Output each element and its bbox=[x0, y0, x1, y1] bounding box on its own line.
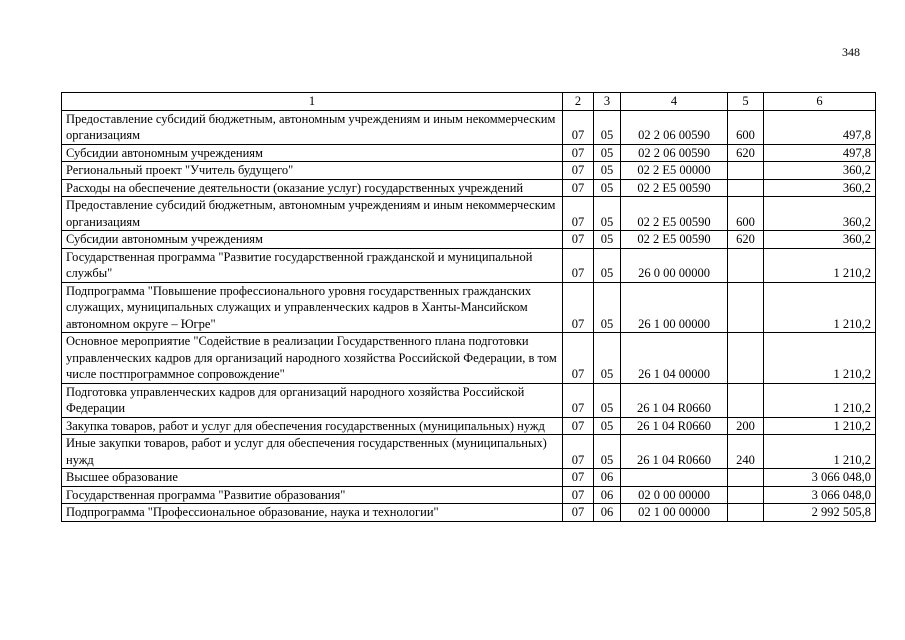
rz-code-cell: 07 bbox=[563, 333, 594, 384]
row-name-cell: Основное мероприятие "Содействие в реализации Государственного плана подготовки управленческих кадров для организаций народного хозяйства Российской Федерации, в том числе постпрограммное сопровождение" bbox=[62, 333, 563, 384]
pr-code-cell: 06 bbox=[594, 504, 621, 522]
target-article-cell: 02 2 E5 00000 bbox=[621, 162, 728, 180]
row-name-cell: Государственная программа "Развитие государственной гражданской и муниципальной службы" bbox=[62, 248, 563, 282]
pr-code-cell: 05 bbox=[594, 282, 621, 333]
row-name-cell: Субсидии автономным учреждениям bbox=[62, 231, 563, 249]
expense-type-cell bbox=[728, 333, 764, 384]
target-article-cell: 02 2 E5 00590 bbox=[621, 231, 728, 249]
expense-type-cell: 600 bbox=[728, 197, 764, 231]
expense-type-cell: 620 bbox=[728, 231, 764, 249]
row-name-cell: Подпрограмма "Повышение профессионального уровня государственных гражданских служащих, муниципальных служащих и управленческих кадров в Ханты-Мансийском автономном округе – Югре" bbox=[62, 282, 563, 333]
expense-type-cell bbox=[728, 469, 764, 487]
amount-cell: 2 992 505,8 bbox=[764, 504, 876, 522]
expense-type-cell bbox=[728, 383, 764, 417]
target-article-cell: 26 1 04 00000 bbox=[621, 333, 728, 384]
table-row bbox=[62, 469, 876, 487]
rz-code-cell: 07 bbox=[563, 417, 594, 435]
page-number: 348 bbox=[842, 45, 860, 59]
amount-cell: 1 210,2 bbox=[764, 248, 876, 282]
amount-cell: 3 066 048,0 bbox=[764, 486, 876, 504]
row-name-cell: Высшее образование bbox=[62, 469, 563, 487]
target-article-cell: 26 1 04 R0660 bbox=[621, 417, 728, 435]
rz-code-cell: 07 bbox=[563, 110, 594, 144]
amount-cell: 360,2 bbox=[764, 179, 876, 197]
header-cell: 4 bbox=[621, 93, 728, 111]
row-name-cell: Региональный проект "Учитель будущего" bbox=[62, 162, 563, 180]
amount-cell: 1 210,2 bbox=[764, 417, 876, 435]
rz-code-cell: 07 bbox=[563, 435, 594, 469]
pr-code-cell: 05 bbox=[594, 162, 621, 180]
row-name-cell: Субсидии автономным учреждениям bbox=[62, 144, 563, 162]
table-row bbox=[62, 435, 876, 469]
row-name-cell: Иные закупки товаров, работ и услуг для обеспечения государственных (муниципальных) нужд bbox=[62, 435, 563, 469]
header-cell: 6 bbox=[764, 93, 876, 111]
table-row bbox=[62, 486, 876, 504]
rz-code-cell: 07 bbox=[563, 248, 594, 282]
amount-cell: 1 210,2 bbox=[764, 333, 876, 384]
rz-code-cell: 07 bbox=[563, 504, 594, 522]
amount-cell: 360,2 bbox=[764, 231, 876, 249]
expense-type-cell bbox=[728, 486, 764, 504]
target-article-cell: 26 1 04 R0660 bbox=[621, 383, 728, 417]
pr-code-cell: 06 bbox=[594, 469, 621, 487]
amount-cell: 3 066 048,0 bbox=[764, 469, 876, 487]
target-article-cell bbox=[621, 469, 728, 487]
row-name-cell: Предоставление субсидий бюджетным, автономным учреждениям и иным некоммерческим организациям bbox=[62, 110, 563, 144]
table-row bbox=[62, 504, 876, 522]
table-row bbox=[62, 282, 876, 333]
expense-type-cell bbox=[728, 179, 764, 197]
rz-code-cell: 07 bbox=[563, 162, 594, 180]
rz-code-cell: 07 bbox=[563, 486, 594, 504]
pr-code-cell: 05 bbox=[594, 435, 621, 469]
expense-type-cell bbox=[728, 162, 764, 180]
header-cell: 3 bbox=[594, 93, 621, 111]
budget-table bbox=[61, 92, 876, 522]
table-row bbox=[62, 417, 876, 435]
rz-code-cell: 07 bbox=[563, 383, 594, 417]
table-row bbox=[62, 248, 876, 282]
rz-code-cell: 07 bbox=[563, 469, 594, 487]
expense-type-cell: 200 bbox=[728, 417, 764, 435]
amount-cell: 1 210,2 bbox=[764, 383, 876, 417]
pr-code-cell: 05 bbox=[594, 333, 621, 384]
amount-cell: 1 210,2 bbox=[764, 435, 876, 469]
row-name-cell: Расходы на обеспечение деятельности (оказание услуг) государственных учреждений bbox=[62, 179, 563, 197]
row-name-cell: Государственная программа "Развитие образования" bbox=[62, 486, 563, 504]
rz-code-cell: 07 bbox=[563, 282, 594, 333]
pr-code-cell: 05 bbox=[594, 383, 621, 417]
table-row bbox=[62, 383, 876, 417]
amount-cell: 360,2 bbox=[764, 197, 876, 231]
table-body bbox=[62, 110, 876, 521]
table-row bbox=[62, 231, 876, 249]
expense-type-cell: 620 bbox=[728, 144, 764, 162]
table-row bbox=[62, 179, 876, 197]
target-article-cell: 02 2 06 00590 bbox=[621, 144, 728, 162]
amount-cell: 1 210,2 bbox=[764, 282, 876, 333]
target-article-cell: 02 1 00 00000 bbox=[621, 504, 728, 522]
target-article-cell: 26 1 00 00000 bbox=[621, 282, 728, 333]
pr-code-cell: 05 bbox=[594, 231, 621, 249]
amount-cell: 497,8 bbox=[764, 110, 876, 144]
amount-cell: 497,8 bbox=[764, 144, 876, 162]
expense-type-cell bbox=[728, 282, 764, 333]
row-name-cell: Подготовка управленческих кадров для организаций народного хозяйства Российской Федерации bbox=[62, 383, 563, 417]
pr-code-cell: 06 bbox=[594, 486, 621, 504]
header-cell: 5 bbox=[728, 93, 764, 111]
amount-cell: 360,2 bbox=[764, 162, 876, 180]
header-cell: 1 bbox=[62, 93, 563, 111]
table-row bbox=[62, 144, 876, 162]
pr-code-cell: 05 bbox=[594, 144, 621, 162]
expense-type-cell: 600 bbox=[728, 110, 764, 144]
table-row bbox=[62, 162, 876, 180]
expense-type-cell bbox=[728, 504, 764, 522]
pr-code-cell: 05 bbox=[594, 248, 621, 282]
target-article-cell: 26 1 04 R0660 bbox=[621, 435, 728, 469]
pr-code-cell: 05 bbox=[594, 417, 621, 435]
target-article-cell: 02 2 06 00590 bbox=[621, 110, 728, 144]
row-name-cell: Закупка товаров, работ и услуг для обеспечения государственных (муниципальных) нужд bbox=[62, 417, 563, 435]
rz-code-cell: 07 bbox=[563, 231, 594, 249]
pr-code-cell: 05 bbox=[594, 179, 621, 197]
table-row bbox=[62, 333, 876, 384]
header-cell: 2 bbox=[563, 93, 594, 111]
rz-code-cell: 07 bbox=[563, 197, 594, 231]
row-name-cell: Подпрограмма "Профессиональное образование, наука и технологии" bbox=[62, 504, 563, 522]
pr-code-cell: 05 bbox=[594, 197, 621, 231]
target-article-cell: 02 2 E5 00590 bbox=[621, 179, 728, 197]
table-row bbox=[62, 197, 876, 231]
table-row bbox=[62, 110, 876, 144]
row-name-cell: Предоставление субсидий бюджетным, автономным учреждениям и иным некоммерческим организациям bbox=[62, 197, 563, 231]
target-article-cell: 02 2 E5 00590 bbox=[621, 197, 728, 231]
target-article-cell: 02 0 00 00000 bbox=[621, 486, 728, 504]
header-row bbox=[62, 93, 876, 111]
rz-code-cell: 07 bbox=[563, 144, 594, 162]
expense-type-cell bbox=[728, 248, 764, 282]
expense-type-cell: 240 bbox=[728, 435, 764, 469]
target-article-cell: 26 0 00 00000 bbox=[621, 248, 728, 282]
pr-code-cell: 05 bbox=[594, 110, 621, 144]
rz-code-cell: 07 bbox=[563, 179, 594, 197]
